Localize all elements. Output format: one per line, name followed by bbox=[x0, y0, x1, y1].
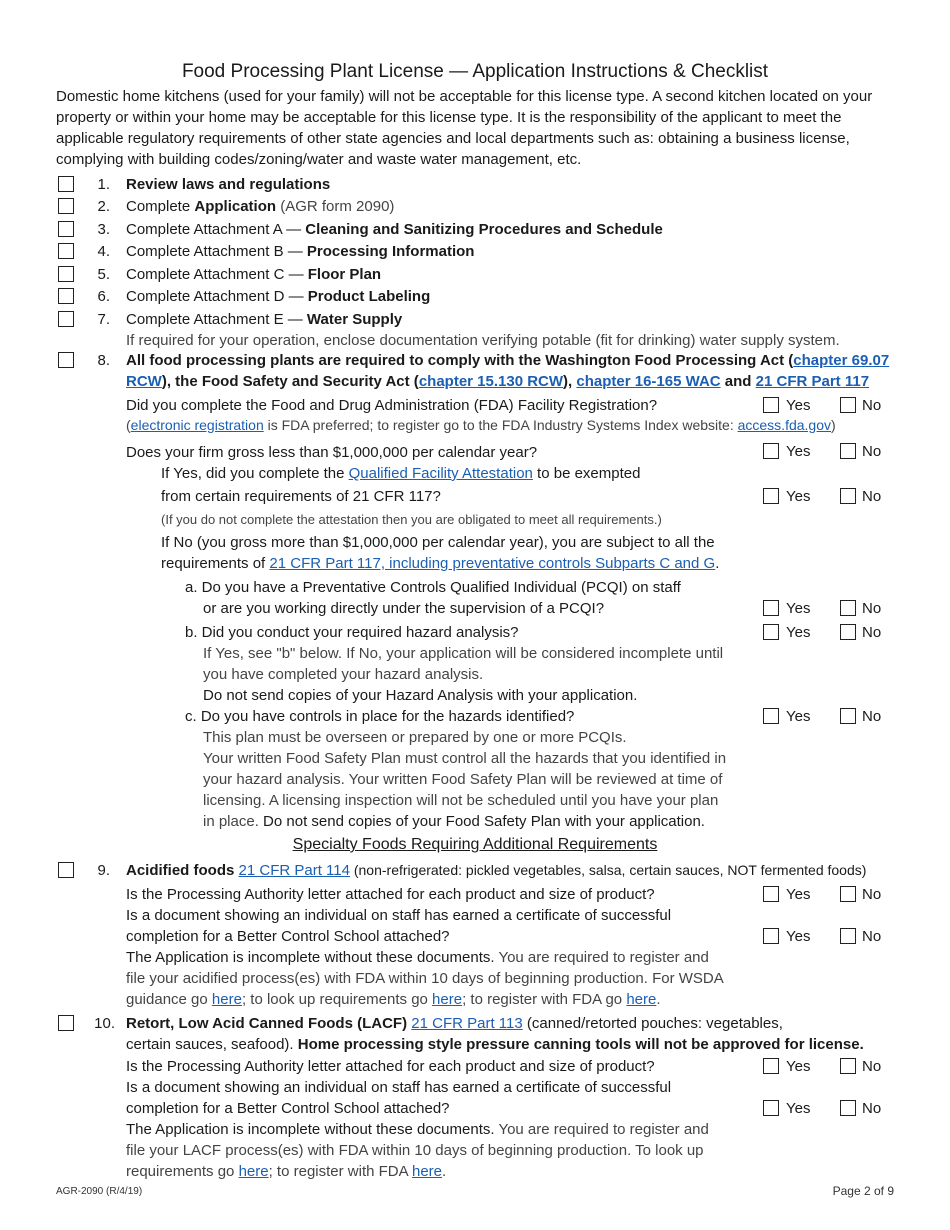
attestation-yes-checkbox[interactable] bbox=[763, 488, 779, 504]
qualified-facility-attestation-link[interactable]: Qualified Facility Attestation bbox=[348, 465, 533, 482]
lacf-fda-register-link[interactable]: here bbox=[411, 1163, 443, 1180]
item-number: 10. bbox=[94, 1015, 115, 1032]
specialty-foods-heading: Specialty Foods Requiring Additional Requirements bbox=[292, 836, 658, 853]
requirements-link[interactable]: here bbox=[432, 991, 463, 1008]
item-8-line-2: RCW), the Food Safety and Security Act (chapter 15.130 RCW), chapter 16-165 WAC and 21 CFR Part 117 bbox=[126, 373, 870, 390]
item-10-note-2: file your LACF process(es) with FDA within 10 days of beginning production. To look up bbox=[126, 1142, 704, 1159]
if-no-line-1: If No (you gross more than $1,000,000 per calendar year), you are subject to all the bbox=[161, 534, 715, 551]
item-number: 7. bbox=[97, 311, 110, 328]
yes-label: Yes bbox=[786, 1100, 811, 1117]
no-label: No bbox=[862, 886, 882, 903]
rcw-link[interactable]: RCW bbox=[126, 373, 162, 390]
no-label: No bbox=[862, 443, 882, 460]
question-b-line-4: Do not send copies of your Hazard Analysis with your application. bbox=[203, 687, 638, 704]
acidified-certificate-no-checkbox[interactable] bbox=[840, 928, 856, 944]
acidified-authority-no-checkbox[interactable] bbox=[840, 886, 856, 902]
item-9-processing-authority-question: Is the Processing Authority letter attached for each product and size of product? bbox=[126, 886, 655, 903]
acidified-authority-yes-checkbox[interactable] bbox=[763, 886, 779, 902]
no-label: No bbox=[862, 488, 882, 505]
question-b-line-1: b. Did you conduct your required hazard analysis? bbox=[185, 624, 519, 641]
item-number: 3. bbox=[97, 221, 110, 238]
question-c-line-4: your hazard analysis. Your written Food Safety Plan will be reviewed at time of bbox=[203, 771, 723, 788]
lacf-certificate-no-checkbox[interactable] bbox=[840, 1100, 856, 1116]
yes-label: Yes bbox=[786, 488, 811, 505]
item-10-processing-authority-question: Is the Processing Authority letter attached for each product and size of product? bbox=[126, 1058, 655, 1075]
chapter-15-130-link[interactable]: chapter 15.130 RCW bbox=[418, 373, 564, 390]
gross-question: Does your firm gross less than $1,000,000 per calendar year? bbox=[126, 444, 538, 461]
lacf-authority-yes-checkbox[interactable] bbox=[763, 1058, 779, 1074]
checkbox-item-7[interactable] bbox=[58, 311, 74, 327]
item-3-text: Complete Attachment A — Cleaning and Sanitizing Procedures and Schedule bbox=[126, 221, 663, 238]
item-number: 5. bbox=[97, 266, 110, 283]
no-label: No bbox=[862, 708, 882, 725]
access-fda-link[interactable]: access.fda.gov bbox=[737, 417, 831, 433]
question-b-line-2: If Yes, see "b" below. If No, your application will be considered incomplete until bbox=[203, 645, 724, 662]
question-c-line-1: c. Do you have controls in place for the hazards identified? bbox=[185, 708, 575, 725]
question-c-line-5: licensing. A licensing inspection will not be scheduled until you have your plan bbox=[203, 792, 719, 809]
item-7-text: Complete Attachment E — Water Supply bbox=[126, 311, 403, 328]
fda-register-link[interactable]: here bbox=[626, 991, 657, 1008]
checkbox-item-5[interactable] bbox=[58, 266, 74, 282]
item-8-line-1: All food processing plants are required to comply with the Washington Food Processing Act (chapter 69.07 bbox=[126, 352, 890, 369]
lacf-requirements-link[interactable]: here bbox=[238, 1163, 269, 1180]
yes-label: Yes bbox=[786, 928, 811, 945]
fda-registration-note: (electronic registration is FDA preferred; to register go to the FDA Industry Systems Index website: access.fda.gov) bbox=[126, 417, 836, 433]
item-4-text: Complete Attachment B — Processing Information bbox=[126, 243, 475, 260]
item-9-note-2: file your acidified process(es) with FDA within 10 days of beginning production. For WSDA bbox=[126, 970, 724, 987]
if-yes-line-1: If Yes, did you complete the Qualified Facility Attestation to be exempted bbox=[161, 465, 641, 482]
form-number: AGR-2090 (R/4/19) bbox=[56, 1186, 143, 1197]
yes-label: Yes bbox=[786, 600, 811, 617]
chapter-69-07-link[interactable]: chapter 69.07 bbox=[793, 352, 890, 369]
question-c-line-2: This plan must be overseen or prepared by one or more PCQIs. bbox=[203, 729, 627, 746]
checkbox-item-10[interactable] bbox=[58, 1015, 74, 1031]
checkbox-item-8[interactable] bbox=[58, 352, 74, 368]
item-9-certificate-question-1: Is a document showing an individual on staff has earned a certificate of successful bbox=[126, 907, 672, 924]
item-number: 9. bbox=[97, 862, 110, 879]
controls-yes-checkbox[interactable] bbox=[763, 708, 779, 724]
item-7-note: If required for your operation, enclose documentation verifying potable (fit for drinking) water supply system. bbox=[126, 332, 840, 349]
no-label: No bbox=[862, 1058, 882, 1075]
chapter-16-165-link[interactable]: chapter 16-165 WAC bbox=[576, 373, 721, 390]
cfr-114-link[interactable]: 21 CFR Part 114 bbox=[238, 862, 350, 879]
intro-paragraph: Domestic home kitchens (used for your family) will not be acceptable for this license type. A second kitchen located on your property or within your home may be acceptable for this license type. It is the responsibility of the applicant to meet the applicable regulatory requirements of other state agencies and local departments such as: obtaining a business license, complying with building codes/zoning/water and waste water management, etc. bbox=[56, 88, 873, 168]
checkbox-item-3[interactable] bbox=[58, 221, 74, 237]
lacf-certificate-yes-checkbox[interactable] bbox=[763, 1100, 779, 1116]
item-number: 1. bbox=[97, 176, 110, 193]
item-5-text: Complete Attachment C — Floor Plan bbox=[126, 266, 382, 283]
item-9-note-1: The Application is incomplete without these documents. You are required to register and bbox=[126, 949, 709, 966]
cfr-117-link[interactable]: 21 CFR Part 117 bbox=[755, 373, 870, 390]
no-label: No bbox=[862, 1100, 882, 1117]
yes-label: Yes bbox=[786, 886, 811, 903]
gross-no-checkbox[interactable] bbox=[840, 443, 856, 459]
checkbox-item-1[interactable] bbox=[58, 176, 74, 192]
page-title: Food Processing Plant License — Application Instructions & Checklist bbox=[181, 61, 769, 82]
fda-no-checkbox[interactable] bbox=[840, 397, 856, 413]
item-9-note-3: guidance go here; to look up requirements go here; to register with FDA go here. bbox=[126, 991, 661, 1008]
item-number: 8. bbox=[97, 352, 110, 369]
item-10-line-2: certain sauces, seafood). Home processing style pressure canning tools will not be approved for license. bbox=[126, 1036, 864, 1053]
no-label: No bbox=[862, 624, 882, 641]
item-number: 4. bbox=[97, 243, 110, 260]
yes-label: Yes bbox=[786, 1058, 811, 1075]
question-a-line-1: a. Do you have a Preventative Controls Qualified Individual (PCQI) on staff bbox=[185, 579, 681, 596]
attestation-note: (If you do not complete the attestation then you are obligated to meet all requirements.) bbox=[161, 512, 662, 527]
checkbox-item-4[interactable] bbox=[58, 243, 74, 259]
checkbox-item-6[interactable] bbox=[58, 288, 74, 304]
if-no-line-2: requirements of 21 CFR Part 117, including preventative controls Subparts C and G. bbox=[161, 555, 720, 572]
gross-yes-checkbox[interactable] bbox=[763, 443, 779, 459]
hazard-analysis-no-checkbox[interactable] bbox=[840, 624, 856, 640]
acidified-certificate-yes-checkbox[interactable] bbox=[763, 928, 779, 944]
question-c-line-6: in place. Do not send copies of your Food Safety Plan with your application. bbox=[203, 813, 705, 830]
item-9-line-1: Acidified foods 21 CFR Part 114 (non-refrigerated: pickled vegetables, salsa, certain sauces, NOT fermented foods) bbox=[126, 862, 867, 879]
item-10-note-1: The Application is incomplete without these documents. You are required to register and bbox=[126, 1121, 709, 1138]
no-label: No bbox=[862, 397, 882, 414]
question-c-line-3: Your written Food Safety Plan must control all the hazards that you identified in bbox=[203, 750, 727, 767]
yes-label: Yes bbox=[786, 443, 811, 460]
attestation-no-checkbox[interactable] bbox=[840, 488, 856, 504]
item-10-note-3: requirements go here; to register with FDA here. bbox=[126, 1163, 447, 1180]
no-label: No bbox=[862, 600, 882, 617]
item-10-certificate-question-2: completion for a Better Control School attached? bbox=[126, 1100, 450, 1117]
yes-label: Yes bbox=[786, 397, 811, 414]
item-1-text: Review laws and regulations bbox=[126, 176, 331, 193]
if-yes-line-2: from certain requirements of 21 CFR 117? bbox=[161, 488, 441, 505]
item-2-text: Complete Application (AGR form 2090) bbox=[126, 198, 395, 215]
yes-label: Yes bbox=[786, 624, 811, 641]
lacf-authority-no-checkbox[interactable] bbox=[840, 1058, 856, 1074]
item-6-text: Complete Attachment D — Product Labeling bbox=[126, 288, 431, 305]
question-a-line-2: or are you working directly under the supervision of a PCQI? bbox=[203, 600, 605, 617]
wsda-guidance-link[interactable]: here bbox=[211, 991, 242, 1008]
controls-no-checkbox[interactable] bbox=[840, 708, 856, 724]
cfr-113-link[interactable]: 21 CFR Part 113 bbox=[411, 1015, 523, 1032]
yes-label: Yes bbox=[786, 708, 811, 725]
item-10-certificate-question-1: Is a document showing an individual on staff has earned a certificate of successful bbox=[126, 1079, 672, 1096]
checkbox-item-2[interactable] bbox=[58, 198, 74, 214]
item-number: 6. bbox=[97, 288, 110, 305]
pcqi-no-checkbox[interactable] bbox=[840, 600, 856, 616]
item-9-certificate-question-2: completion for a Better Control School attached? bbox=[126, 928, 450, 945]
question-b-line-3: you have completed your hazard analysis. bbox=[203, 666, 484, 683]
item-10-line-1: Retort, Low Acid Canned Foods (LACF) 21 CFR Part 113 (canned/retorted pouches: vegetables, bbox=[126, 1015, 783, 1032]
pcqi-yes-checkbox[interactable] bbox=[763, 600, 779, 616]
cfr-117-preventative-controls-link[interactable]: 21 CFR Part 117, including preventative controls Subparts C and G bbox=[269, 555, 716, 572]
no-label: No bbox=[862, 928, 882, 945]
fda-yes-checkbox[interactable] bbox=[763, 397, 779, 413]
electronic-registration-link[interactable]: electronic registration bbox=[130, 417, 264, 433]
hazard-analysis-yes-checkbox[interactable] bbox=[763, 624, 779, 640]
page-number: Page 2 of 9 bbox=[832, 1184, 894, 1198]
item-number: 2. bbox=[97, 198, 110, 215]
fda-registration-question: Did you complete the Food and Drug Administration (FDA) Facility Registration? bbox=[126, 397, 658, 414]
checkbox-item-9[interactable] bbox=[58, 862, 74, 878]
